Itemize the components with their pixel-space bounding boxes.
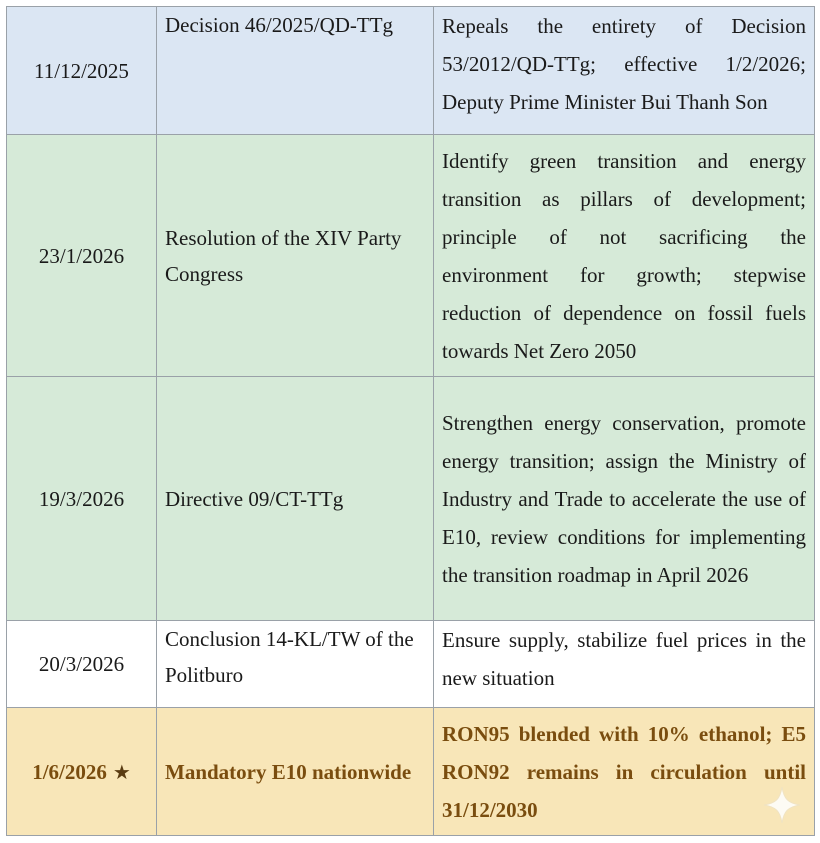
row-date: 20/3/2026: [7, 621, 157, 708]
row-description: Identify green transition and energy transition as pillars of development; principle of not sacrificing the environment for growth; stepwise reduction of dependence on fossil fuels towards Net Zero 2050: [434, 135, 815, 377]
row-date: 23/1/2026: [7, 135, 157, 377]
star-icon: ★: [112, 759, 131, 784]
table-row: [7, 621, 815, 708]
row-description: RON95 blended with 10% ethanol; E5 RON92 remains in circulation until 31/12/2030: [434, 708, 815, 836]
row-date: 11/12/2025: [7, 7, 157, 135]
row-date-cell: [7, 708, 157, 836]
table-row: [7, 377, 815, 621]
row-document: Decision 46/2025/QD-TTg: [157, 7, 434, 135]
row-description: Repeals the entirety of Decision 53/2012/QD-TTg; effective 1/2/2026; Deputy Prime Minister Bui Thanh Son: [434, 7, 815, 135]
row-document: Resolution of the XIV Party Congress: [157, 135, 434, 377]
table-row: [7, 7, 815, 135]
row-date: 19/3/2026: [7, 377, 157, 621]
row-document: Mandatory E10 nationwide: [157, 708, 434, 836]
row-document: Directive 09/CT-TTg: [157, 377, 434, 621]
table-row: [7, 135, 815, 377]
table-row: [7, 708, 815, 836]
row-description: Strengthen energy conservation, promote energy transition; assign the Ministry of Industry and Trade to accelerate the use of E10, review conditions for implementing the transition roadmap in April 2026: [434, 377, 815, 621]
row-document: Conclusion 14-KL/TW of the Politburo: [157, 621, 434, 708]
row-description: Ensure supply, stabilize fuel prices in the new situation: [434, 621, 815, 708]
row-date: 1/6/2026: [32, 759, 107, 784]
sparkle-icon: [762, 785, 802, 825]
policy-timeline-table: [6, 6, 815, 836]
